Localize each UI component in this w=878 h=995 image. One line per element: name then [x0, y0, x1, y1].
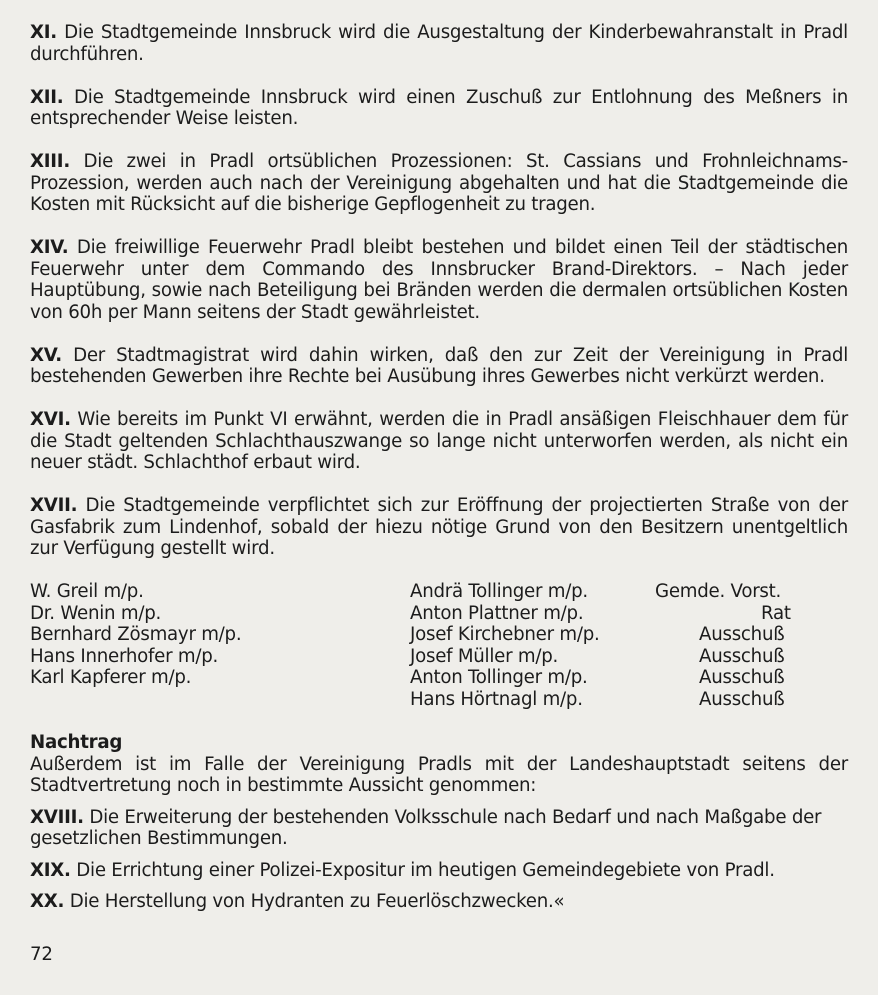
signatures-right-column: [410, 581, 790, 710]
signature-line: [410, 624, 790, 646]
paragraph-text: Die Stadtgemeinde Innsbruck wird einen Zuschuß zur Entlohnung des Meßners in entsprechender Weise leisten.: [30, 86, 848, 129]
signature-line: Bernhard Zösmayr m/p.: [30, 624, 242, 645]
paragraph-xii: [30, 87, 848, 130]
signature-role: Ausschuß: [699, 667, 785, 688]
signature-line: [410, 581, 790, 603]
paragraph-xx: [30, 891, 848, 913]
signature-name: Josef Kirchebner m/p.: [410, 624, 600, 645]
paragraph-text: Die Herstellung von Hydranten zu Feuerlöschzwecken.«: [64, 891, 565, 912]
signature-name: Andrä Tollinger m/p.: [410, 581, 588, 602]
paragraph-xiv: [30, 237, 848, 323]
paragraph-number: XX.: [30, 891, 65, 912]
signature-role: Ausschuß: [699, 645, 785, 667]
paragraph-text: Wie bereits im Punkt VI erwähnt, werden die in Pradl ansäßigen Fleischhauer dem für die Stadt geltenden Schlachthauszwange so lange nicht unterworfen werden, als nicht ein neuer städt. Schlachthof erbaut wird.: [30, 409, 848, 473]
paragraph-xix: [30, 860, 848, 882]
signature-line: Karl Kapferer m/p.: [30, 667, 192, 688]
paragraph-xv: [30, 345, 848, 388]
signature-name: Josef Müller m/p.: [410, 645, 559, 667]
signature-name: Hans Hörtnagl m/p.: [410, 688, 583, 710]
paragraph-number: XV.: [30, 344, 62, 366]
paragraph-number: XIV.: [30, 237, 69, 258]
paragraph-text: Die zwei in Pradl ortsüblichen Prozessionen: St. Cassians und Frohnleichnams-Prozession, werden auch nach der Vereinigung abgehalten und hat die Stadtgemeinde die Kosten mit Rücksicht auf die bisherige Gepflogenheit zu tragen.: [30, 151, 848, 215]
nachtrag-heading: Nachtrag: [30, 732, 123, 753]
signature-line: [410, 603, 790, 625]
signature-role: Ausschuß: [699, 624, 785, 645]
paragraph-text: Die Stadtgemeinde Innsbruck wird die Ausgestaltung der Kinderbewahranstalt in Pradl durchführen.: [30, 22, 848, 65]
signature-line: W. Greil m/p.: [30, 581, 144, 602]
signature-name: Anton Plattner m/p.: [410, 602, 584, 624]
paragraph-number: XIII.: [30, 151, 70, 172]
signature-line: [410, 689, 790, 711]
paragraph-xvii: [30, 495, 848, 560]
paragraph-number: XIX.: [30, 859, 71, 881]
paragraph-number: XII.: [30, 86, 64, 108]
signature-line: [410, 667, 790, 689]
paragraph-xviii: [30, 807, 848, 850]
signature-role: Rat: [761, 602, 791, 624]
page-number: 72: [30, 944, 53, 965]
paragraph-number: XVIII.: [30, 806, 84, 828]
paragraph-xvi: [30, 409, 848, 474]
paragraph-number: XVII.: [30, 495, 78, 516]
signature-name: Anton Tollinger m/p.: [410, 667, 588, 688]
paragraph-text: Die Erweiterung der bestehenden Volksschule nach Bedarf und nach Maßgabe der gesetzlichen Bestimmungen.: [30, 806, 822, 849]
paragraph-text: Die freiwillige Feuerwehr Pradl bleibt bestehen und bildet einen Teil der städtischen Feuerwehr unter dem Commando des Innsbrucker Brand-Direktors. – Nach jeder Hauptübung, sowie nach Beteiligung bei Bränden werden die dermalen ortsüblichen Kosten von 60h per Mann seitens der Stadt gewährleistet.: [30, 237, 848, 323]
paragraph-xi: [30, 22, 848, 65]
signature-line: Dr. Wenin m/p.: [30, 602, 162, 624]
signatures-left-column: [30, 581, 410, 689]
paragraph-number: XVI.: [30, 409, 71, 430]
signature-block: [30, 581, 848, 711]
signature-line: Hans Innerhofer m/p.: [30, 645, 219, 667]
signature-line: [410, 646, 790, 668]
paragraph-xiii: [30, 151, 848, 216]
signature-role: Gemde. Vorst.: [655, 581, 782, 602]
paragraph-number: XI.: [30, 22, 57, 43]
paragraph-text: Die Stadtgemeinde verpflichtet sich zur Eröffnung der projectierten Straße von der Gasfabrik zum Lindenhof, sobald der hiezu nötige Grund von den Besitzern unentgeltlich zur Verfügung gestellt wird.: [30, 495, 848, 559]
paragraph-text: Die Errichtung einer Polizei-Expositur im heutigen Gemeindegebiete von Pradl.: [70, 859, 775, 881]
paragraph-text: Der Stadtmagistrat wird dahin wirken, daß den zur Zeit der Vereinigung in Pradl bestehenden Gewerben ihre Rechte bei Ausübung ihres Gewerbes nicht verkürzt werden.: [30, 344, 848, 387]
nachtrag-intro: Außerdem ist im Falle der Vereinigung Pradls mit der Landeshauptstadt seitens der Stadtvertretung noch in bestimmte Aussicht genommen:: [30, 753, 848, 796]
signature-role: Ausschuß: [699, 688, 785, 710]
